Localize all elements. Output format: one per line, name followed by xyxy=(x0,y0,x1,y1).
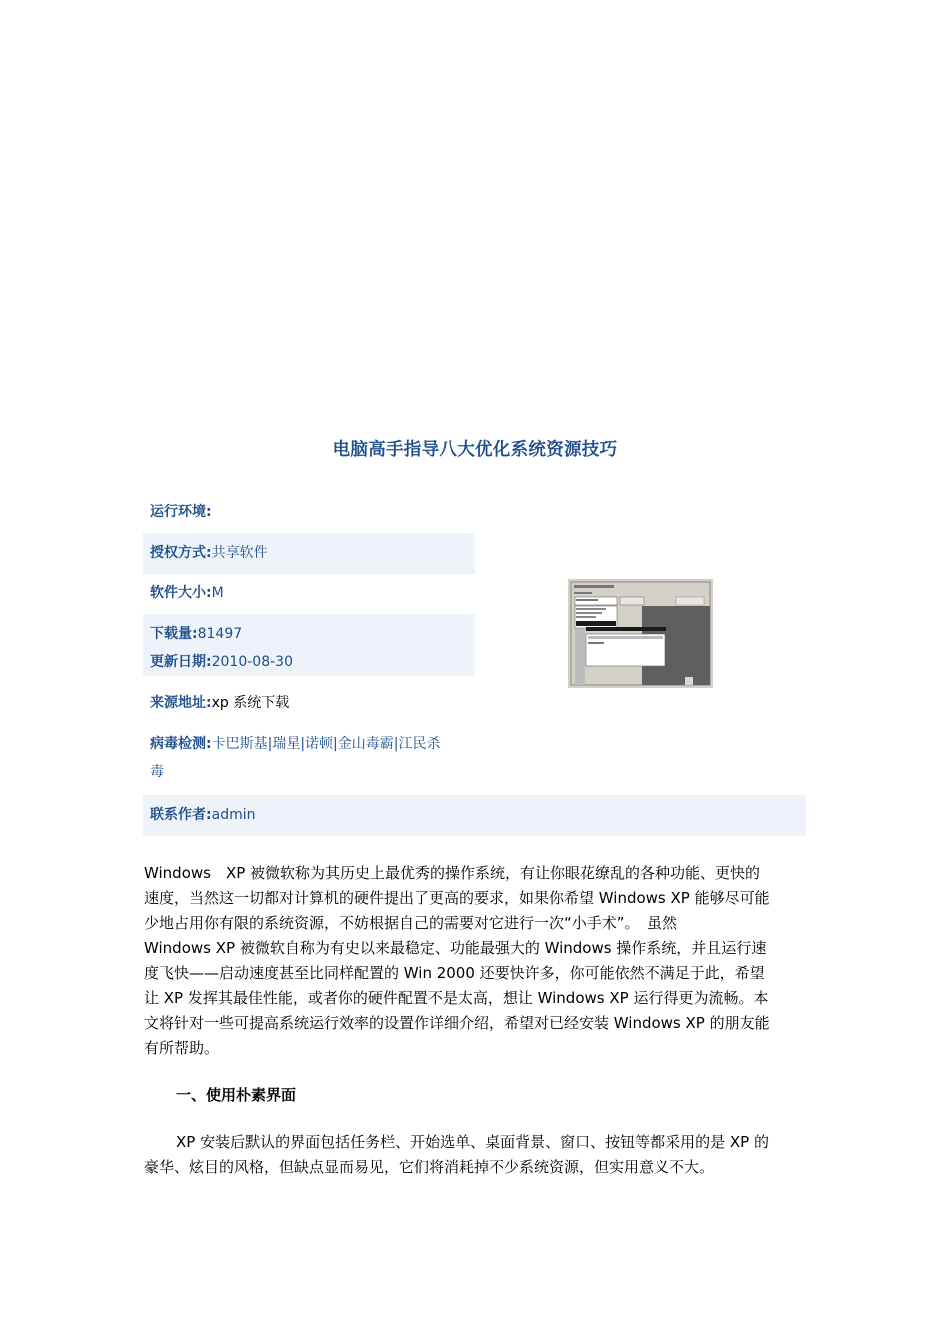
size-value: M xyxy=(211,585,224,601)
updated-line xyxy=(150,648,475,676)
info-row-size xyxy=(143,579,475,607)
virus-value: 卡巴斯基|瑞星|诺顿|金山毒霸|江民杀 xyxy=(211,736,441,752)
info-row-author xyxy=(143,795,806,836)
intro-line: 有所帮助。 xyxy=(144,1039,220,1057)
intro-line: 少地占用你有限的系统资源，不妨根据自己的需要对它进行一次“小手术”。 虽然 xyxy=(144,914,678,932)
updated-value: 2010-08-30 xyxy=(211,654,293,670)
source-label: 来源地址: xyxy=(150,695,212,711)
updated-label: 更新日期: xyxy=(150,654,212,670)
info-row-runtime xyxy=(143,498,475,526)
intro-line: 文将针对一些可提高系统运行效率的设置作详细介绍，希望对已经安装 Windows XP 的朋友能 xyxy=(144,1014,770,1032)
intro-line: 度飞快——启动速度甚至比同样配置的 Win 2000 还要快许多，你可能依然不满足于此，希望 xyxy=(144,964,765,982)
screenshot-thumbnail-image xyxy=(568,579,713,688)
source-link[interactable]: xp 系统下载 xyxy=(211,695,290,711)
intro-line: 速度，当然这一切都对计算机的硬件提出了更高的要求，如果你希望 Windows XP 能够尽可能 xyxy=(144,889,770,907)
size-label: 软件大小: xyxy=(150,585,212,601)
downloads-value: 81497 xyxy=(197,626,243,642)
section-1-paragraph xyxy=(144,1130,808,1180)
intro-line: 让 XP 发挥其最佳性能，或者你的硬件配置不是太高，想让 Windows XP 运行得更为流畅。本 xyxy=(144,989,769,1007)
intro-paragraph xyxy=(144,861,808,1061)
section-heading-1: 一、使用朴素界面 xyxy=(176,1086,297,1104)
author-value: admin xyxy=(211,807,256,823)
runtime-label: 运行环境: xyxy=(150,504,212,520)
downloads-line xyxy=(150,620,475,648)
downloads-label: 下载量: xyxy=(150,626,198,642)
section-1-line: 豪华、炫目的风格，但缺点显而易见，它们将消耗掉不少系统资源，但实用意义不大。 xyxy=(144,1158,715,1176)
info-row-license xyxy=(143,533,475,574)
page-title: 电脑高手指导八大优化系统资源技巧 xyxy=(332,440,618,460)
license-label: 授权方式: xyxy=(150,545,212,561)
virus-line-1 xyxy=(150,730,475,758)
virus-label: 病毒检测: xyxy=(150,736,212,752)
virus-line-2: 毒 xyxy=(150,764,164,780)
info-row-source xyxy=(143,689,475,717)
info-row-virus xyxy=(143,730,475,786)
intro-line: Windows XP 被微软自称为有史以来最稳定、功能最强大的 Windows 操作系统，并且运行速 xyxy=(144,939,767,957)
intro-line: Windows XP 被微软称为其历史上最优秀的操作系统，有让你眼花缭乱的各种功能、更快的 xyxy=(144,864,761,882)
section-1-line: XP 安装后默认的界面包括任务栏、开始选单、桌面背景、窗口、按钮等都采用的是 XP 的 xyxy=(176,1133,769,1151)
author-label: 联系作者: xyxy=(150,807,212,823)
screenshot-thumbnail xyxy=(568,579,713,688)
info-row-downloads-updated xyxy=(143,614,475,676)
license-value: 共享软件 xyxy=(211,545,268,561)
